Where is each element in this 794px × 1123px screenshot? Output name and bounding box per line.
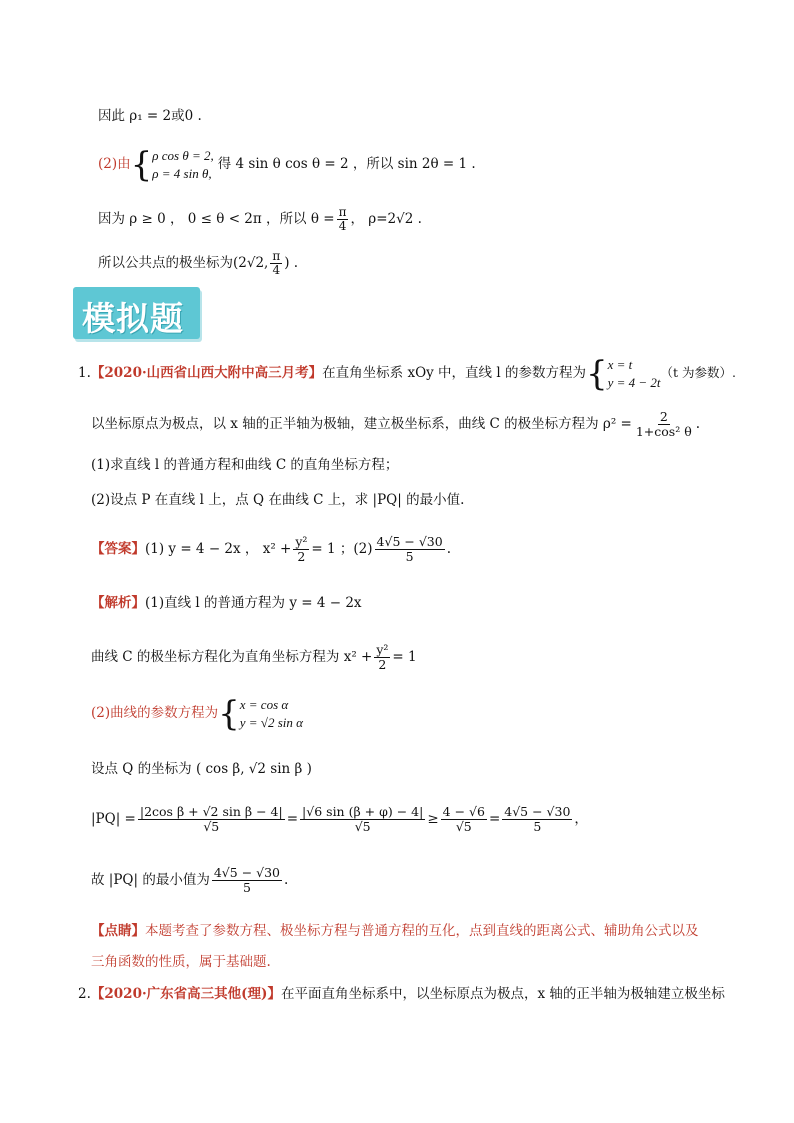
line-text: 故 |PQ| 的最小值为 [91, 871, 210, 888]
brace-symbol: { [130, 144, 153, 185]
banner-title: 模拟题 [82, 299, 184, 338]
text-line [98, 110, 202, 124]
fraction-denominator: 4 [272, 263, 281, 278]
line-text: 得 4 sin θ cos θ = 2 ，所以 sin 2θ = 1 . [217, 155, 476, 172]
line-text: ) . [284, 255, 299, 272]
answer-line [91, 535, 451, 564]
fraction [441, 805, 487, 834]
comment-text: 三角函数的性质，属于基础题. [91, 954, 271, 970]
equation: x = cos α [239, 697, 289, 712]
question-1-line [78, 353, 737, 394]
question-number: 1. [78, 364, 91, 381]
equation-system [240, 696, 303, 731]
line-text: ， [574, 810, 588, 827]
answer-label: 【答案】 [91, 540, 145, 557]
comment-line [91, 956, 271, 970]
fraction [337, 206, 349, 234]
question-number: 2. [78, 986, 91, 1002]
analysis-label: 【解析】 [91, 595, 145, 611]
line-text: (1) y = 4 − 2x ， x² + [145, 540, 292, 557]
sub-question: (1)求直线 l 的普通方程和曲线 C 的直角坐标方程； [91, 457, 399, 473]
line-text: 因为 ρ ≥ 0 ， 0 ≤ θ < 2π ，所以 θ = [98, 211, 335, 228]
fraction [293, 535, 309, 564]
equation: y = 4 − 2t [607, 374, 661, 390]
equation: y = √2 sin α [239, 714, 303, 730]
equation: ρ = 4 sin θ, [152, 165, 212, 181]
fraction-denominator: 2 [378, 656, 387, 672]
distance-formula-line [91, 805, 588, 834]
line-text: 在平面直角坐标系中，以坐标原点为极点，x 轴的正半轴为极轴建立极坐标 [280, 986, 725, 1002]
fraction-denominator: √5 [354, 818, 371, 834]
brace-symbol: { [585, 353, 608, 394]
line-text: （t 为参数）. [660, 365, 737, 381]
question-source-tag: 【2020·山西省山西大附中高三月考】 [90, 364, 323, 381]
text-line [98, 206, 422, 234]
fraction-numerator: 4√5 − √30 [376, 534, 443, 549]
fraction-denominator: 5 [533, 818, 542, 834]
fraction-numerator: 2 [659, 409, 668, 424]
fraction [212, 866, 282, 895]
question-source-tag: 【2020·广东省高三其他(理)】 [90, 986, 281, 1002]
operator: ≥ [427, 810, 439, 827]
text-line [91, 866, 288, 895]
line-text: (1)直线 l 的普通方程为 y = 4 − 2x [145, 595, 362, 611]
text-line [91, 643, 417, 672]
text-line [91, 410, 700, 439]
fraction-numerator: |2cos β + √2 sin β − 4| [139, 804, 283, 819]
operator: = [488, 810, 501, 827]
equation-system [608, 356, 661, 391]
fraction [502, 805, 572, 834]
fraction-numerator: 4 − √6 [442, 804, 485, 819]
coordinate: (2√2, [233, 255, 269, 272]
part-label: (2)由 [98, 155, 131, 172]
line-text: 设点 Q 的坐标为 ( cos β, √2 sin β ) [91, 761, 312, 777]
fraction-denominator: 5 [242, 879, 251, 895]
text-line [91, 459, 398, 473]
line-text: 所以公共点的极坐标为 [98, 255, 233, 272]
sub-question: (2)设点 P 在直线 l 上，点 Q 在曲线 C 上，求 |PQ| 的最小值. [91, 492, 465, 508]
fraction [375, 535, 445, 564]
fraction-numerator: π [272, 249, 281, 263]
line-text: . [695, 415, 701, 432]
fraction [300, 805, 425, 834]
line-text: = 1 ；(2) [311, 540, 373, 557]
line-text: ， ρ=2√2 . [350, 211, 422, 228]
fraction-denominator: 4 [338, 219, 347, 234]
fraction-denominator: √5 [203, 818, 220, 834]
fraction [270, 250, 282, 278]
fraction [374, 643, 390, 672]
line-text: 曲线 C 的极坐标方程化为直角坐标方程为 x² + [91, 648, 373, 665]
line-text: 在直角坐标系 xOy 中，直线 l 的参数方程为 [322, 364, 586, 381]
fraction-denominator: 5 [405, 548, 414, 564]
comment-line [91, 925, 699, 939]
equation-system [152, 147, 213, 182]
line-text: 以坐标原点为极点，以 x 轴的正半轴为极轴，建立极坐标系，曲线 C 的极坐标方程为 ρ² = [91, 415, 632, 432]
section-banner [73, 287, 203, 341]
fraction-numerator: 4√5 − √30 [213, 865, 281, 880]
comment-text: 本题考查了参数方程、极坐标方程与普通方程的互化，点到直线的距离公式、辅助角公式以及 [145, 923, 699, 939]
fraction-denominator: √5 [455, 818, 472, 834]
line-text: 因此 ρ₁ = 2或0 . [98, 108, 202, 124]
analysis-line [91, 597, 362, 611]
line-text: (2)曲线的参数方程为 [91, 704, 219, 721]
equation: x = t [607, 357, 633, 372]
text-line [98, 250, 298, 278]
text-line [98, 144, 476, 185]
line-text: |PQ| = [91, 810, 136, 827]
text-line [91, 763, 312, 777]
line-text: = 1 [392, 648, 417, 665]
equation: ρ cos θ = 2, [152, 148, 214, 163]
line-text: . [284, 871, 289, 888]
question-2-line [78, 988, 725, 1002]
fraction [138, 805, 285, 834]
fraction-denominator: 1+cos² θ [635, 423, 692, 439]
line-text: . [446, 540, 451, 557]
text-line [91, 693, 303, 734]
comment-label: 【点睛】 [91, 923, 145, 939]
fraction-numerator: π [338, 205, 347, 219]
text-line [91, 494, 464, 508]
fraction-numerator: 4√5 − √30 [504, 804, 571, 819]
fraction-denominator: 2 [297, 548, 306, 564]
fraction-numerator: |√6 sin (β + φ) − 4| [302, 804, 424, 819]
fraction-numerator: y² [376, 642, 389, 657]
fraction [634, 410, 694, 439]
fraction-numerator: y² [295, 534, 308, 549]
operator: = [286, 810, 299, 827]
brace-symbol: { [218, 693, 240, 734]
